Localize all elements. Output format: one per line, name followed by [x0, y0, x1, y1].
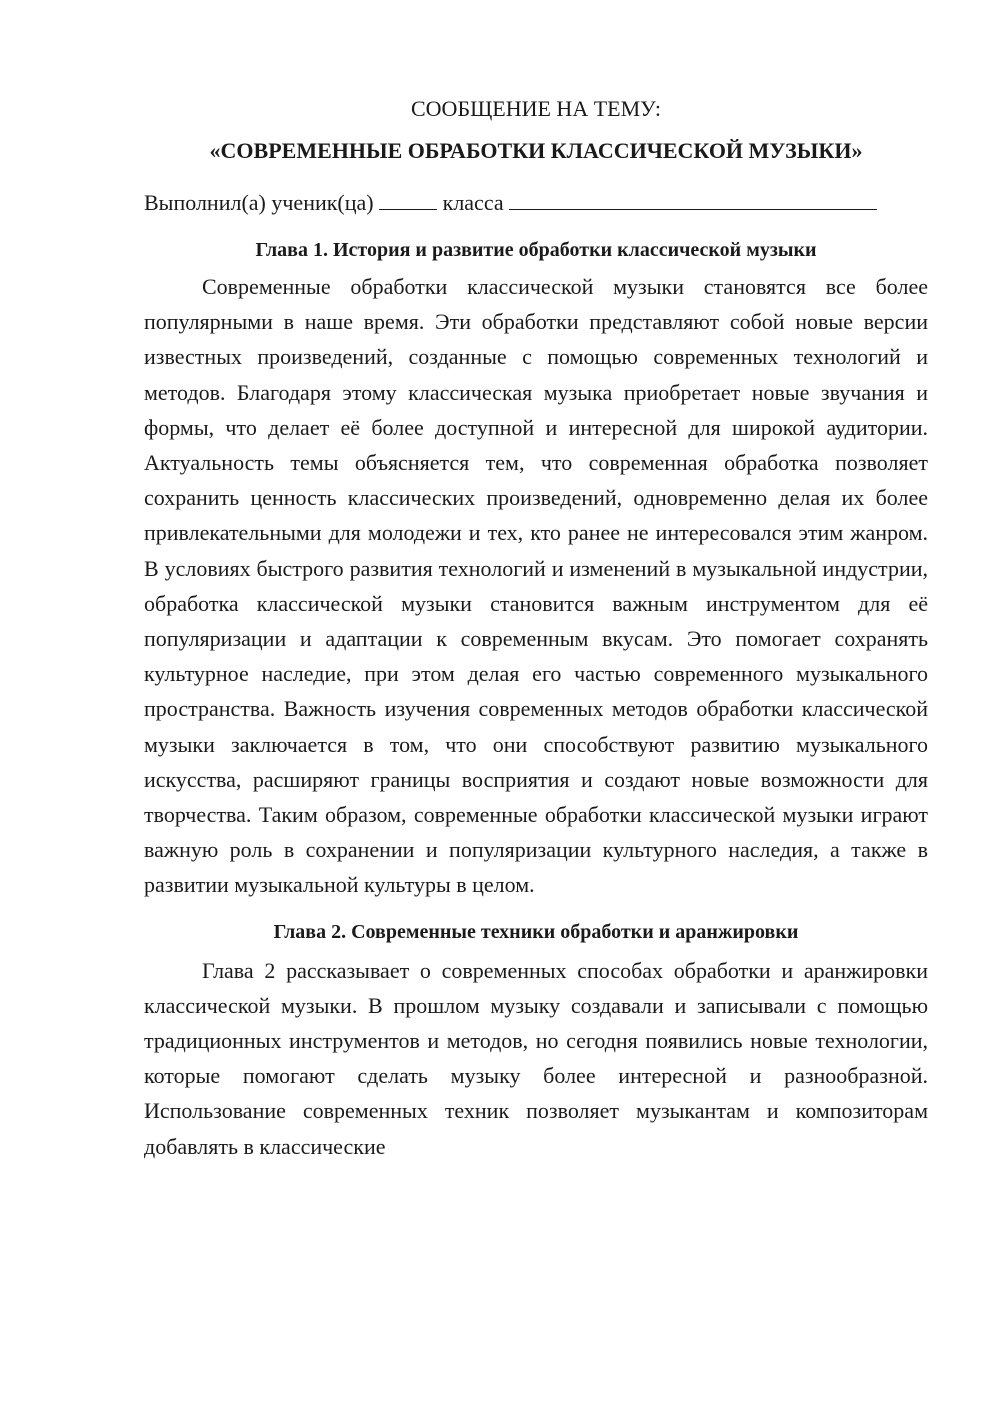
student-name-blank[interactable]: [509, 189, 877, 210]
chapter-1-text: Современные обработки классической музыки становятся все более популярными в наше время. Эти обработки представляют собой новые версии известных произведений, созданные с помощью современных технологий и методов. Благодаря этому классическая музыка приобретает новые звучания и формы, что делает её более доступной и интересной для широкой аудитории. Актуальность темы объясняется тем, что современная обработка позволяет сохранить ценность классических произведений, одновременно делая их более привлекательными для молодежи и тех, кто ранее не интересовался этим жанром. В условиях быстрого развития технологий и изменений в музыкальной индустрии, обработка классической музыки становится важным инструментом для её популяризации и адаптации к современным вкусам. Это помогает сохранять культурное наследие, при этом делая его частью современного музыкального пространства. Важность изучения современных методов обработки классической музыки заключается в том, что они способствуют развитию музыкального искусства, расширяют границы восприятия и создают новые возможности для творчества. Таким образом, современные обработки классической музыки играют важную роль в сохранении и популяризации культурного наследия, а также в развитии музыкальной культуры в целом.: [144, 274, 928, 898]
class-number-blank[interactable]: [379, 189, 437, 210]
author-line: [144, 187, 928, 219]
document-title: «СОВРЕМЕННЫЕ ОБРАБОТКИ КЛАССИЧЕСКОЙ МУЗЫКИ»: [209, 138, 863, 163]
document-page: [144, 93, 928, 1164]
chapter-2-heading: Глава 2. Современные техники обработки и аранжировки: [273, 920, 799, 943]
topic-line: СООБЩЕНИЕ НА ТЕМУ:: [411, 96, 661, 121]
author-prefix: Выполнил(а) ученик(ца): [144, 190, 374, 215]
chapter-1-heading: Глава 1. История и развитие обработки классической музыки: [255, 239, 817, 261]
chapter-2-text: Глава 2 рассказывает о современных способах обработки и аранжировки классической музыки. В прошлом музыку создавали и записывали с помощью традиционных инструментов и методов, но сегодня появились новые технологии, которые помогают сделать музыку более интересной и разнообразной. Использование современных техник позволяет музыкантам и композиторам добавлять в классические: [144, 957, 928, 1159]
class-word: класса: [442, 190, 504, 215]
